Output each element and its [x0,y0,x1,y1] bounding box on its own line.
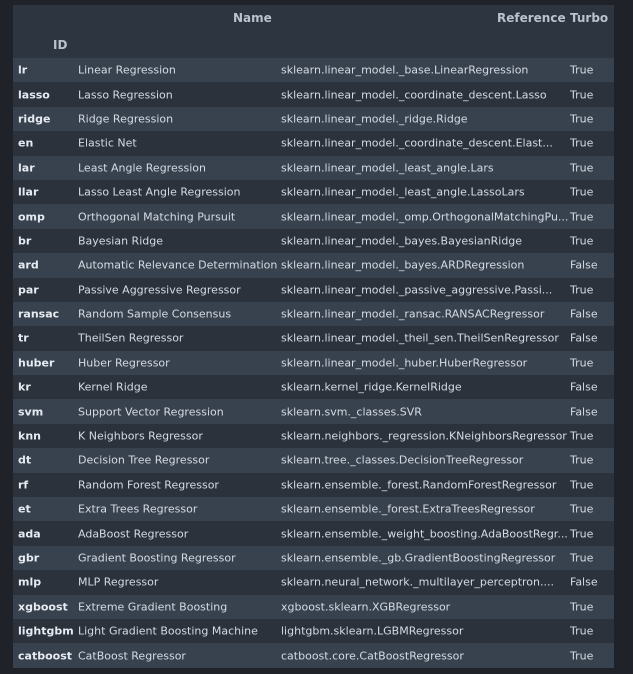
row-name: Bayesian Ridge [78,234,163,248]
row-reference: lightgbm.sklearn.LGBMRegressor [281,624,464,638]
row-id: et [18,502,31,516]
column-header-reference: Reference [497,11,566,25]
row-turbo: True [570,161,594,175]
table-row [13,546,614,570]
row-id: par [18,283,39,297]
row-turbo: True [570,429,594,443]
row-reference: sklearn.ensemble._forest.ExtraTreesRegressor [281,502,535,516]
row-reference: sklearn.linear_model._passive_aggressive.Passi... [281,283,553,297]
table-body [13,58,614,668]
row-name: Gradient Boosting Regressor [78,551,236,565]
table-row [13,253,614,277]
table-row [13,82,614,106]
row-reference: xgboost.sklearn.XGBRegressor [281,600,451,614]
row-id: xgboost [18,600,68,614]
table-row [13,229,614,253]
row-id: gbr [18,551,40,565]
row-reference: sklearn.linear_model._coordinate_descent.Elast... [281,136,553,150]
row-name: Orthogonal Matching Pursuit [78,210,236,224]
row-turbo: True [570,234,594,248]
row-id: rf [18,478,29,492]
row-turbo: True [570,649,594,663]
row-name: K Neighbors Regressor [78,429,203,443]
row-id: kr [18,380,31,394]
row-id: ard [18,258,39,272]
table-row [13,180,614,204]
row-reference: sklearn.tree._classes.DecisionTreeRegressor [281,453,524,467]
row-name: CatBoost Regressor [78,649,186,663]
table-row [13,521,614,545]
row-name: AdaBoost Regressor [78,527,189,541]
row-name: Random Sample Consensus [78,307,232,321]
row-name: Random Forest Regressor [78,478,219,492]
table-row [13,643,614,667]
row-reference: sklearn.neighbors._regression.KNeighborsRegressor [281,429,567,443]
row-turbo: True [570,283,594,297]
table-row [13,497,614,521]
row-id: ridge [18,112,51,126]
row-reference: sklearn.ensemble._gb.GradientBoostingRegressor [281,551,556,565]
row-turbo: False [570,331,598,345]
table-row [13,58,614,82]
row-reference: sklearn.linear_model._bayes.BayesianRidge [281,234,523,248]
row-turbo: True [570,453,594,467]
table-row [13,156,614,180]
row-turbo: True [570,527,594,541]
column-header-turbo: Turbo [570,11,609,25]
row-turbo: True [570,600,594,614]
row-reference: sklearn.linear_model._huber.HuberRegressor [281,356,528,370]
row-name: Decision Tree Regressor [78,453,210,467]
row-id: knn [18,429,41,443]
table-row [13,473,614,497]
row-reference: sklearn.neural_network._multilayer_perceptron.... [281,575,554,589]
row-name: Least Angle Regression [78,161,206,175]
row-name: Elastic Net [78,136,137,150]
row-turbo: False [570,258,598,272]
row-turbo: False [570,307,598,321]
row-name: Ridge Regression [78,112,174,126]
row-id: br [18,234,32,248]
table-row [13,375,614,399]
table-header [13,5,614,58]
row-name: Support Vector Regression [78,405,224,419]
row-id: omp [18,210,45,224]
row-reference: sklearn.linear_model._omp.OrthogonalMatchingPu... [281,210,569,224]
row-name: Kernel Ridge [78,380,148,394]
row-id: ada [18,527,41,541]
row-reference: sklearn.kernel_ridge.KernelRidge [281,380,462,394]
row-turbo: True [570,112,594,126]
table-row [13,351,614,375]
table-row [13,107,614,131]
row-turbo: True [570,136,594,150]
row-turbo: True [570,551,594,565]
row-turbo: True [570,88,594,102]
row-id: svm [18,405,44,419]
row-id: dt [18,453,32,467]
table-row [13,204,614,228]
row-turbo: True [570,624,594,638]
row-reference: sklearn.ensemble._weight_boosting.AdaBoostRegr... [281,527,568,541]
table-row [13,131,614,155]
row-id: tr [18,331,29,345]
row-name: Lasso Least Angle Regression [78,185,241,199]
row-id: huber [18,356,55,370]
table-row [13,278,614,302]
row-id: lr [18,63,28,77]
models-table [13,5,614,668]
row-id: lar [18,161,35,175]
row-turbo: True [570,356,594,370]
row-id: lasso [18,88,50,102]
row-reference: sklearn.linear_model._coordinate_descent.Lasso [281,88,547,102]
row-reference: sklearn.linear_model._ridge.Ridge [281,112,468,126]
table-row [13,302,614,326]
table-row [13,399,614,423]
table-row [13,448,614,472]
row-id: catboost [18,649,72,663]
row-turbo: False [570,380,598,394]
row-name: Linear Regression [78,63,176,77]
row-reference: sklearn.linear_model._base.LinearRegression [281,63,529,77]
row-reference: sklearn.svm._classes.SVR [281,405,422,419]
row-id: ransac [18,307,60,321]
row-reference: sklearn.linear_model._theil_sen.TheilSenRegressor [281,331,559,345]
table-row [13,570,614,594]
row-name: Lasso Regression [78,88,173,102]
row-reference: sklearn.linear_model._least_angle.Lars [281,161,494,175]
row-id: llar [18,185,39,199]
row-turbo: True [570,478,594,492]
row-name: Light Gradient Boosting Machine [78,624,258,638]
row-turbo: True [570,185,594,199]
index-header-id: ID [53,38,68,52]
row-reference: sklearn.linear_model._bayes.ARDRegression [281,258,525,272]
row-reference: catboost.core.CatBoostRegressor [281,649,464,663]
table-row [13,595,614,619]
row-name: MLP Regressor [78,575,159,589]
row-name: Huber Regressor [78,356,170,370]
row-turbo: True [570,63,594,77]
row-name: Extra Trees Regressor [78,502,198,516]
row-name: Passive Aggressive Regressor [78,283,241,297]
table-row [13,619,614,643]
table-row [13,424,614,448]
row-reference: sklearn.linear_model._least_angle.LassoLars [281,185,525,199]
column-header-name: Name [233,11,272,25]
table-row [13,326,614,350]
row-name: TheilSen Regressor [78,331,184,345]
row-turbo: True [570,502,594,516]
row-id: mlp [18,575,42,589]
row-id: en [18,136,34,150]
row-name: Extreme Gradient Boosting [78,600,228,614]
row-reference: sklearn.ensemble._forest.RandomForestRegressor [281,478,557,492]
row-name: Automatic Relevance Determination [78,258,278,272]
row-id: lightgbm [18,624,74,638]
row-turbo: False [570,405,598,419]
row-turbo: True [570,210,594,224]
row-turbo: False [570,575,598,589]
row-reference: sklearn.linear_model._ransac.RANSACRegressor [281,307,545,321]
